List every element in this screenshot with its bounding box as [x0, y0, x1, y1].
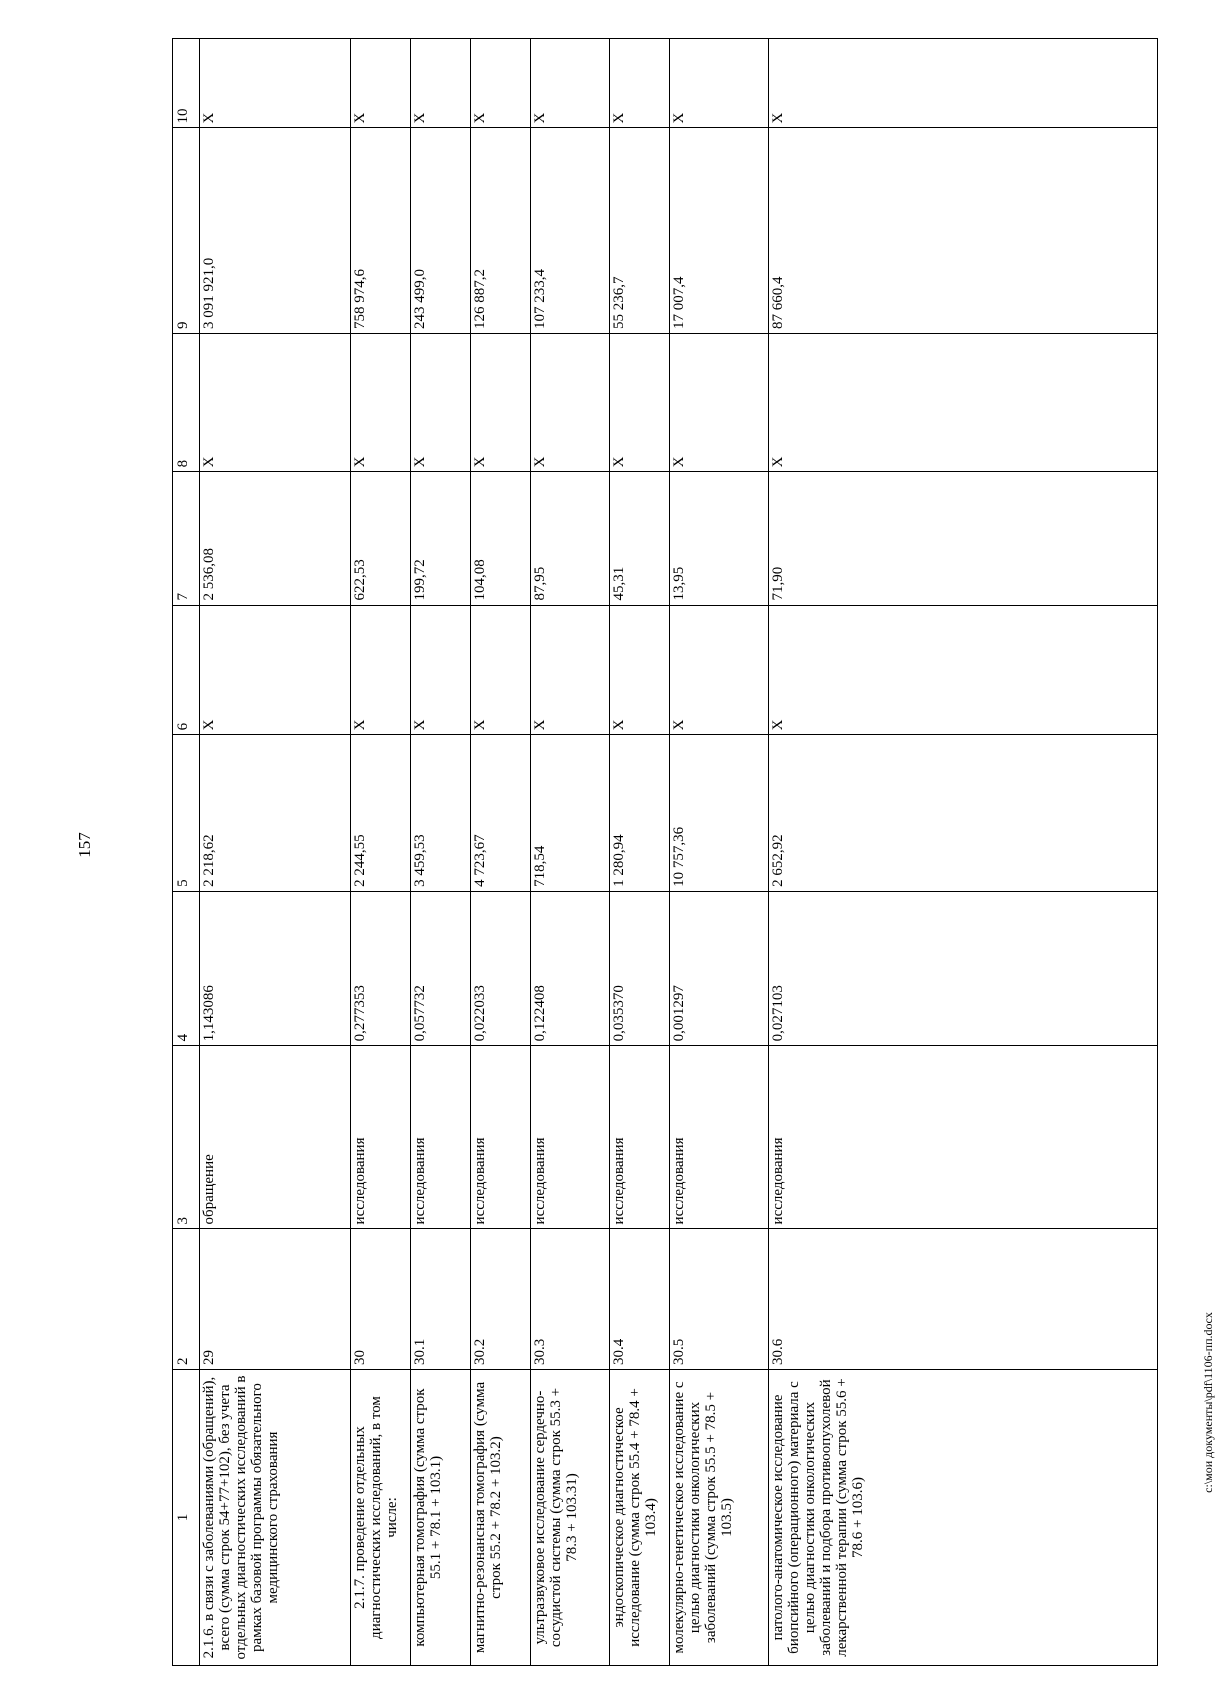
value-cell: 0,035370 [610, 891, 670, 1045]
table-row [531, 39, 610, 1666]
table-row [471, 39, 531, 1666]
value-cell: X [610, 39, 670, 129]
row-label-cell: ультразвуковое исследование сердечно-сосудистой системы (сумма строк 55.3 + 78.3 + 103.31) [531, 1370, 610, 1666]
value-cell: 13,95 [670, 472, 769, 605]
row-number-cell: 30.4 [610, 1229, 670, 1370]
value-cell: 0,057732 [411, 891, 471, 1045]
header-cell: 10 [173, 39, 200, 129]
value-cell: X [670, 605, 769, 735]
value-cell: 718,54 [531, 735, 610, 892]
row-label-cell: компьютерная томография (сумма строк 55.1 + 78.1 + 103.1) [411, 1370, 471, 1666]
value-cell: 0,122408 [531, 891, 610, 1045]
value-cell: X [471, 39, 531, 129]
row-label-cell: 2.1.7. проведение отдельных диагностических исследований, в том числе: [351, 1370, 411, 1666]
value-cell: 3 459,53 [411, 735, 471, 892]
table-row [670, 39, 769, 1666]
value-cell: X [769, 39, 1158, 129]
unit-cell: исследования [670, 1046, 769, 1229]
value-cell: X [200, 605, 351, 735]
data-table [172, 38, 1158, 1666]
value-cell: 10 757,36 [670, 735, 769, 892]
value-cell: 0,022033 [471, 891, 531, 1045]
value-cell: 1 280,94 [610, 735, 670, 892]
value-cell: 0,027103 [769, 891, 1158, 1045]
header-cell: 2 [173, 1229, 200, 1370]
value-cell: X [411, 334, 471, 472]
value-cell: X [670, 334, 769, 472]
value-cell: 758 974,6 [351, 128, 411, 334]
value-cell: 87 660,4 [769, 128, 1158, 334]
value-cell: X [531, 334, 610, 472]
value-cell: X [670, 39, 769, 129]
row-label-cell: 2.1.6. в связи с заболеваниями (обращений), всего (сумма строк 54+77+102), без учета отдельных диагностических исследований в рамках базовой программы обязательного медицинского страхования [200, 1370, 351, 1666]
row-number-cell: 30.6 [769, 1229, 1158, 1370]
header-cell: 9 [173, 128, 200, 334]
unit-cell: исследования [351, 1046, 411, 1229]
page-number: 157 [74, 832, 94, 858]
row-label-cell: магнитно-резонансная томография (сумма строк 55.2 + 78.2 + 103.2) [471, 1370, 531, 1666]
value-cell: X [471, 605, 531, 735]
value-cell: 17 007,4 [670, 128, 769, 334]
row-label-cell: молекулярно-генетическое исследование с целью диагностики онкологических заболеваний (сумма строк 55.5 + 78.5 + 103.5) [670, 1370, 769, 1666]
table-row [200, 39, 351, 1666]
header-cell: 3 [173, 1046, 200, 1229]
value-cell: X [351, 605, 411, 735]
value-cell: 622,53 [351, 472, 411, 605]
table-row [610, 39, 670, 1666]
header-cell: 5 [173, 735, 200, 892]
value-cell: X [769, 605, 1158, 735]
table-header-row [173, 39, 200, 1666]
row-label-cell: патолого-анатомическое исследование биопсийного (операционного) материала с целью диагностики онкологических заболеваний и подбора противоопухолевой лекарственной терапии (сумма строк 55.6 + 78.6 + 103.6) [769, 1370, 1158, 1666]
value-cell: 243 499,0 [411, 128, 471, 334]
header-cell: 4 [173, 891, 200, 1045]
value-cell: X [200, 334, 351, 472]
value-cell: 2 536,08 [200, 472, 351, 605]
header-cell: 1 [173, 1370, 200, 1666]
value-cell: 87,95 [531, 472, 610, 605]
value-cell: X [610, 334, 670, 472]
value-cell: X [351, 39, 411, 129]
value-cell: 45,31 [610, 472, 670, 605]
row-label-cell: эндоскопическое диагностическое исследование (сумма строк 55.4 + 78.4 + 103.4) [610, 1370, 670, 1666]
unit-cell: исследования [411, 1046, 471, 1229]
value-cell: X [351, 334, 411, 472]
value-cell: X [471, 334, 531, 472]
value-cell: 55 236,7 [610, 128, 670, 334]
unit-cell: исследования [531, 1046, 610, 1229]
header-cell: 8 [173, 334, 200, 472]
value-cell: 2 218,62 [200, 735, 351, 892]
value-cell: 0,001297 [670, 891, 769, 1045]
table-container [172, 38, 1158, 1666]
unit-cell: исследования [769, 1046, 1158, 1229]
row-number-cell: 30 [351, 1229, 411, 1370]
table-row [351, 39, 411, 1666]
header-cell: 6 [173, 605, 200, 735]
value-cell: 3 091 921,0 [200, 128, 351, 334]
value-cell: 2 244,55 [351, 735, 411, 892]
table-row [411, 39, 471, 1666]
value-cell: X [411, 605, 471, 735]
value-cell: X [411, 39, 471, 129]
value-cell: 1,143086 [200, 891, 351, 1045]
value-cell: 107 233,4 [531, 128, 610, 334]
value-cell: X [769, 334, 1158, 472]
unit-cell: исследования [471, 1046, 531, 1229]
value-cell: 126 887,2 [471, 128, 531, 334]
row-number-cell: 30.5 [670, 1229, 769, 1370]
row-number-cell: 29 [200, 1229, 351, 1370]
row-number-cell: 30.3 [531, 1229, 610, 1370]
row-number-cell: 30.2 [471, 1229, 531, 1370]
unit-cell: исследования [610, 1046, 670, 1229]
header-cell: 7 [173, 472, 200, 605]
unit-cell: обращение [200, 1046, 351, 1229]
value-cell: X [610, 605, 670, 735]
value-cell: 4 723,67 [471, 735, 531, 892]
value-cell: 104,08 [471, 472, 531, 605]
value-cell: 2 652,92 [769, 735, 1158, 892]
table-row [769, 39, 1158, 1666]
value-cell: X [531, 39, 610, 129]
value-cell: 71,90 [769, 472, 1158, 605]
value-cell: X [531, 605, 610, 735]
value-cell: 199,72 [411, 472, 471, 605]
row-number-cell: 30.1 [411, 1229, 471, 1370]
file-path-footer: c:\мои документы\pdf\1106-пп.docx [1200, 1312, 1215, 1493]
value-cell: X [200, 39, 351, 129]
value-cell: 0,277353 [351, 891, 411, 1045]
